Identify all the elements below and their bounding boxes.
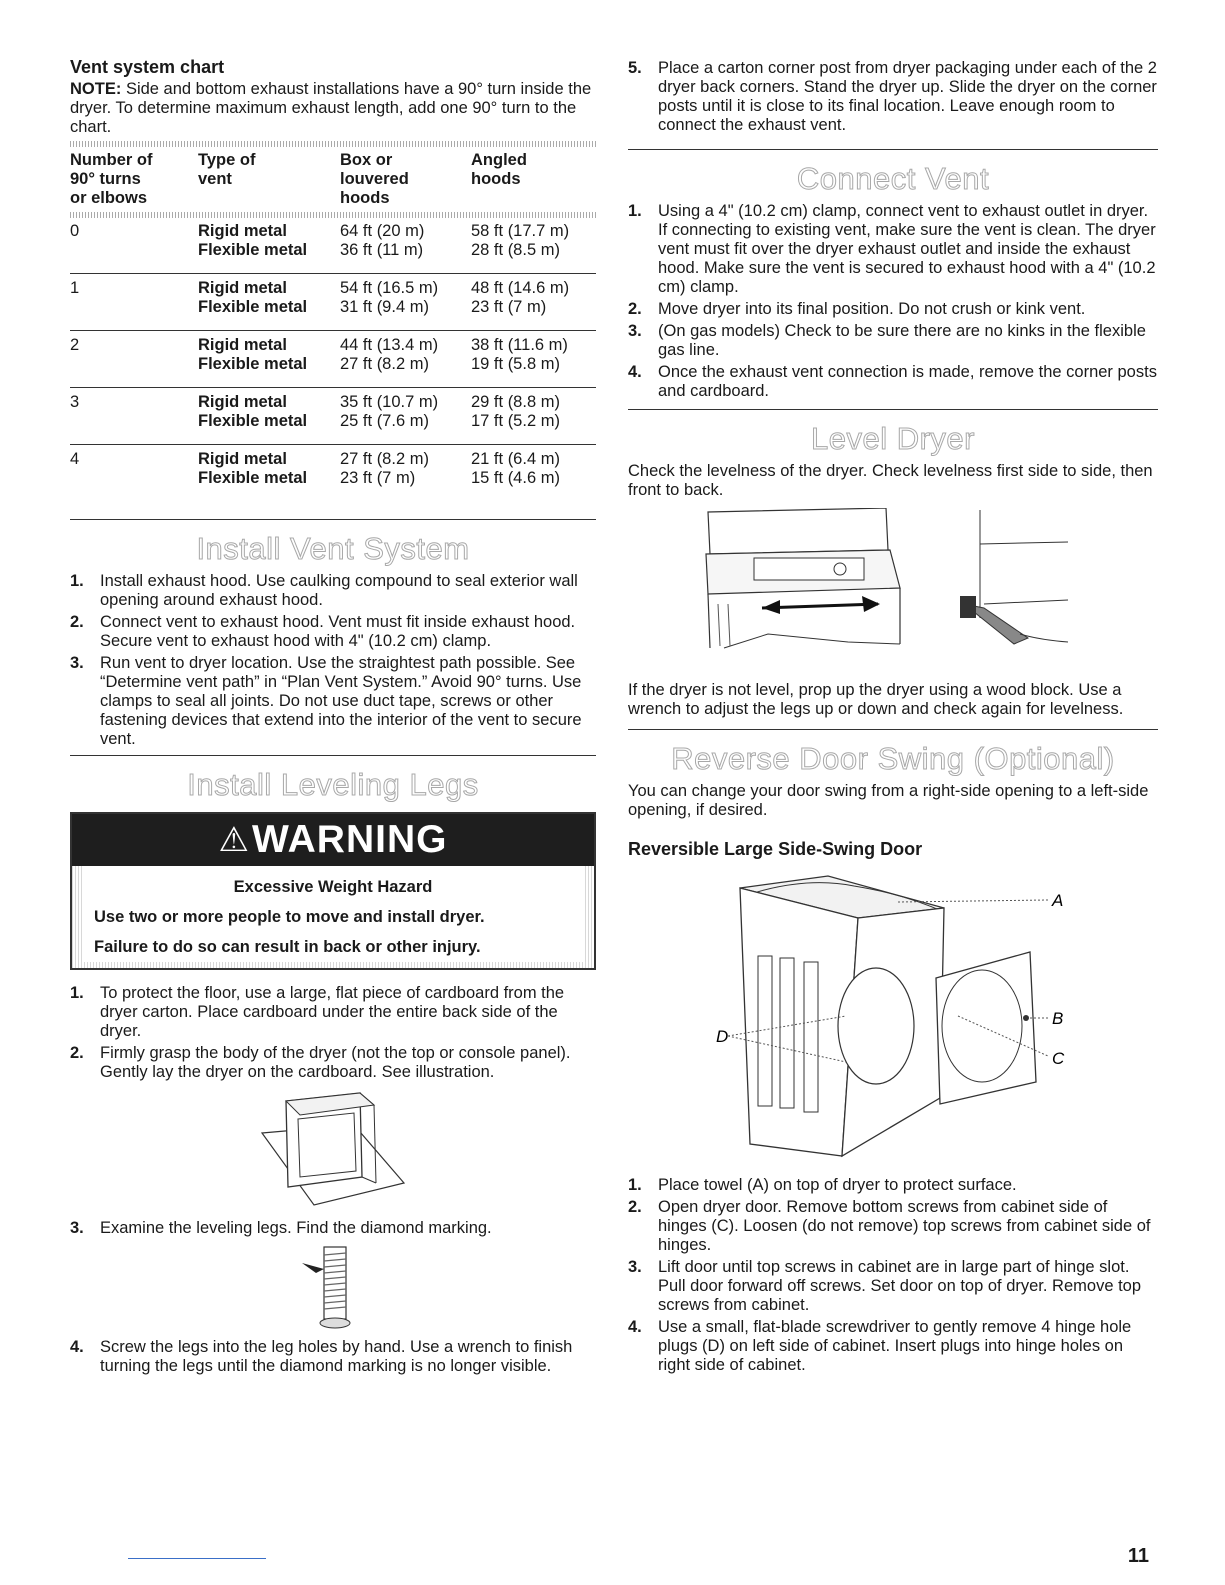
- angled-hood-cell: 21 ft (6.4 m): [471, 450, 560, 468]
- vent-type-cell: Rigid metal: [198, 222, 287, 240]
- level-dryer-intro: Check the levelness of the dryer. Check levelness first side to side, then front to back.: [628, 462, 1153, 499]
- step-text: Open dryer door. Remove bottom screws from cabinet side of hinges (C). Loosen (do not remove) top screws from cabinet side of hinges.: [658, 1198, 1151, 1254]
- table-row: [70, 218, 596, 241]
- step-text: Lift door until top screws in cabinet are in large part of hinge slot. Pull door forward off screws. Set door on top of dryer. Remove top screws from cabinet.: [658, 1258, 1142, 1314]
- step-text: Connect vent to exhaust hood. Vent must fit inside exhaust hood. Secure vent to exhaust hood with 4" (10.2 cm) clamp.: [100, 613, 576, 650]
- step-number: 1.: [628, 1176, 642, 1194]
- table-header-row: [70, 151, 596, 212]
- warning-hazard: Excessive Weight Hazard: [233, 878, 433, 896]
- connect-vent-title: Connect Vent: [796, 161, 990, 196]
- header-angled-hoods: Angled hoods: [471, 151, 527, 188]
- angled-hood-cell: 58 ft (17.7 m): [471, 222, 570, 240]
- left-column: [70, 56, 596, 1379]
- step-text: To protect the floor, use a large, flat piece of cardboard from the dryer carton. Place cardboard under the entire back side of the dryer.: [100, 984, 565, 1040]
- step-number: 3.: [628, 322, 642, 340]
- level-dryer-title: Level Dryer: [811, 421, 975, 456]
- header-vent-type: Type of vent: [198, 151, 256, 188]
- level-dryer-illustration: [628, 508, 1158, 673]
- box-hood-cell: 64 ft (20 m): [340, 222, 425, 240]
- vent-type-cell: Rigid metal: [198, 336, 287, 354]
- install-vent-steps: [70, 572, 596, 749]
- table-row: [70, 469, 596, 501]
- warning-line-2: Failure to do so can result in back or other injury.: [94, 938, 481, 956]
- angled-hood-cell: 28 ft (8.5 m): [471, 241, 560, 259]
- turns-cell: [70, 469, 198, 501]
- page-number: 11: [1127, 1545, 1149, 1567]
- table-row: [70, 332, 596, 355]
- step-item: [628, 202, 1158, 297]
- warning-banner: [72, 814, 594, 866]
- note-text: Side and bottom exhaust installations have a 90° turn inside the dryer. To determine maximum exhaust length, add one 90° turn to the chart.: [70, 80, 592, 136]
- step-item: 3. Examine the leveling legs. Find the diamond marking.: [70, 1219, 492, 1237]
- vent-system-table: [70, 151, 596, 501]
- step-item: [70, 984, 596, 1041]
- dryer-on-cardboard-illustration: [258, 1085, 408, 1215]
- box-hood-cell: 27 ft (8.2 m): [340, 355, 429, 373]
- turns-cell: [70, 412, 198, 445]
- step-item: [70, 654, 596, 749]
- turns-cell: [70, 355, 198, 388]
- angled-hood-cell: 48 ft (14.6 m): [471, 279, 570, 297]
- table-body: [70, 212, 596, 501]
- step-number: 4.: [628, 363, 642, 381]
- leveling-legs-step-4: [70, 1338, 596, 1376]
- vent-type-cell: Flexible metal: [198, 412, 308, 430]
- turns-cell: 0: [70, 222, 80, 240]
- vent-type-cell: Flexible metal: [198, 469, 308, 487]
- step-text: Firmly grasp the body of the dryer (not the top or console panel). Gently lay the dryer on the cardboard. See illustration.: [100, 1044, 571, 1081]
- reverse-door-subtitle: Reversible Large Side-Swing Door: [628, 839, 923, 859]
- reversible-door-illustration: [628, 866, 1158, 1166]
- box-hood-cell: 25 ft (7.6 m): [340, 412, 429, 430]
- angled-hood-cell: 19 ft (5.8 m): [471, 355, 560, 373]
- label-a: A: [1052, 891, 1064, 910]
- step-text: Using a 4" (10.2 cm) clamp, connect vent to exhaust outlet in dryer. If connecting to existing vent, make sure the vent is clean. The dryer vent must fit over the dryer exhaust outlet and inside the exhaust hood. Make sure the vent is secured to exhaust hood with a 4" (10.2 cm) clamp.: [658, 202, 1156, 296]
- box-hood-cell: 44 ft (13.4 m): [340, 336, 439, 354]
- vent-type-cell: Rigid metal: [198, 279, 287, 297]
- step-item: 5. Place a carton corner post from dryer packaging under each of the 2 dryer back corners. Stand the dryer up. Slide the dryer on the corner posts until it is close to its final location. Leave enough room to connect the exhaust vent.: [628, 59, 1157, 134]
- step-item: [628, 363, 1158, 401]
- vent-chart-title: Vent system chart: [70, 57, 225, 77]
- table-row: [70, 275, 596, 298]
- step-number: 3.: [628, 1258, 642, 1276]
- step-item: [628, 1258, 1158, 1315]
- connect-vent-steps: [628, 202, 1158, 401]
- warning-triangle-icon: ⚠: [218, 821, 250, 859]
- warning-box: [70, 812, 596, 970]
- step-number: 3.: [70, 654, 84, 672]
- divider: [628, 729, 1158, 730]
- bottom-link-line: [128, 1558, 266, 1559]
- divider: [628, 149, 1158, 150]
- angled-hood-cell: 15 ft (4.6 m): [471, 469, 560, 487]
- step-number: 1.: [70, 572, 84, 590]
- step-number: 4.: [628, 1318, 642, 1336]
- install-legs-title: Install Leveling Legs: [187, 767, 479, 802]
- table-top-hatch: [70, 141, 596, 147]
- corner-post-step: [628, 59, 1158, 135]
- step-item: [70, 1044, 596, 1082]
- right-column: [628, 59, 1158, 1378]
- vent-chart-note: [70, 80, 596, 137]
- header-turns: Number of 90° turns or elbows: [70, 151, 153, 207]
- note-label: NOTE:: [70, 80, 122, 98]
- step-number: 2.: [628, 300, 642, 318]
- vent-type-cell: Flexible metal: [198, 298, 308, 316]
- step-text: (On gas models) Check to be sure there are no kinks in the flexible gas line.: [658, 322, 1146, 359]
- warning-content: [82, 866, 584, 962]
- table-row: [70, 355, 596, 388]
- angled-hood-cell: 29 ft (8.8 m): [471, 393, 560, 411]
- step-text: Once the exhaust vent connection is made, remove the corner posts and cardboard.: [658, 363, 1157, 400]
- divider: [70, 519, 596, 520]
- table-row: [70, 389, 596, 412]
- step-text: Use a small, flat-blade screwdriver to gently remove 4 hinge hole plugs (D) on left side of cabinet. Insert plugs into hinge holes on right side of cabinet.: [658, 1318, 1132, 1374]
- angled-hood-cell: 23 ft (7 m): [471, 298, 547, 316]
- header-box-hoods: Box or louvered hoods: [340, 151, 409, 207]
- vent-type-cell: Flexible metal: [198, 241, 308, 259]
- turns-cell: [70, 241, 198, 274]
- step-item: [628, 1318, 1158, 1375]
- leveling-legs-step-3: [70, 1219, 596, 1238]
- step-item: [70, 613, 596, 651]
- step-text: Install exhaust hood. Use caulking compound to seal exterior wall opening around exhaust hood.: [100, 572, 578, 609]
- divider: [628, 409, 1158, 410]
- turns-cell: [70, 298, 198, 331]
- install-vent-title: Install Vent System: [196, 531, 470, 566]
- table-row: [70, 298, 596, 331]
- label-c: C: [1052, 1049, 1065, 1068]
- reverse-door-steps: [628, 1176, 1158, 1375]
- turns-cell: 4: [70, 450, 80, 468]
- box-hood-cell: 36 ft (11 m): [340, 241, 424, 259]
- step-item: 4. Screw the legs into the leg holes by hand. Use a wrench to finish turning the legs until the diamond marking is no longer visible.: [70, 1338, 573, 1375]
- angled-hood-cell: 17 ft (5.2 m): [471, 412, 560, 430]
- step-number: 1.: [628, 202, 642, 220]
- warning-line-1: Use two or more people to move and install dryer.: [94, 908, 485, 926]
- step-number: 2.: [628, 1198, 642, 1216]
- step-number: 1.: [70, 984, 84, 1002]
- warning-banner-text: WARNING: [251, 818, 448, 861]
- step-number: 2.: [70, 613, 84, 631]
- reverse-door-intro: You can change your door swing from a right-side opening to a left-side opening, if desired.: [628, 782, 1149, 819]
- leveling-legs-steps: [70, 984, 596, 1082]
- box-hood-cell: 31 ft (9.4 m): [340, 298, 429, 316]
- angled-hood-cell: 38 ft (11.6 m): [471, 336, 568, 354]
- step-text: Run vent to dryer location. Use the straightest path possible. See “Determine vent path” in “Plan Vent System.” Avoid 90° turns. Use clamps to seal all joints. Do not use duct tape, screws or other fastening devices that extend into the interior of the vent to secure vent.: [100, 654, 582, 748]
- step-text: Move dryer into its final position. Do not crush or kink vent.: [658, 300, 1086, 318]
- vent-type-cell: Flexible metal: [198, 355, 308, 373]
- leveling-leg-illustration: [288, 1241, 378, 1336]
- table-row: [70, 412, 596, 445]
- box-hood-cell: 27 ft (8.2 m): [340, 450, 429, 468]
- divider: [70, 755, 596, 756]
- box-hood-cell: 35 ft (10.7 m): [340, 393, 439, 411]
- step-text: Place towel (A) on top of dryer to protect surface.: [658, 1176, 1017, 1194]
- table-row: [70, 241, 596, 274]
- label-d: D: [716, 1027, 729, 1046]
- step-item: [628, 300, 1158, 319]
- step-item: [628, 1176, 1158, 1195]
- turns-cell: 3: [70, 393, 80, 411]
- turns-cell: 2: [70, 336, 80, 354]
- step-item: [628, 322, 1158, 360]
- step-item: [628, 1198, 1158, 1255]
- box-hood-cell: 23 ft (7 m): [340, 469, 416, 487]
- turns-cell: 1: [70, 279, 80, 297]
- table-row: [70, 446, 596, 469]
- box-hood-cell: 54 ft (16.5 m): [340, 279, 439, 297]
- vent-type-cell: Rigid metal: [198, 450, 287, 468]
- vent-type-cell: Rigid metal: [198, 393, 287, 411]
- label-b: B: [1052, 1009, 1064, 1028]
- reverse-door-title: Reverse Door Swing (Optional): [671, 741, 1115, 776]
- step-number: 2.: [70, 1044, 84, 1062]
- step-item: [70, 572, 596, 610]
- level-dryer-after: If the dryer is not level, prop up the dryer using a wood block. Use a wrench to adjust the legs up or down and check again for levelness.: [628, 681, 1124, 718]
